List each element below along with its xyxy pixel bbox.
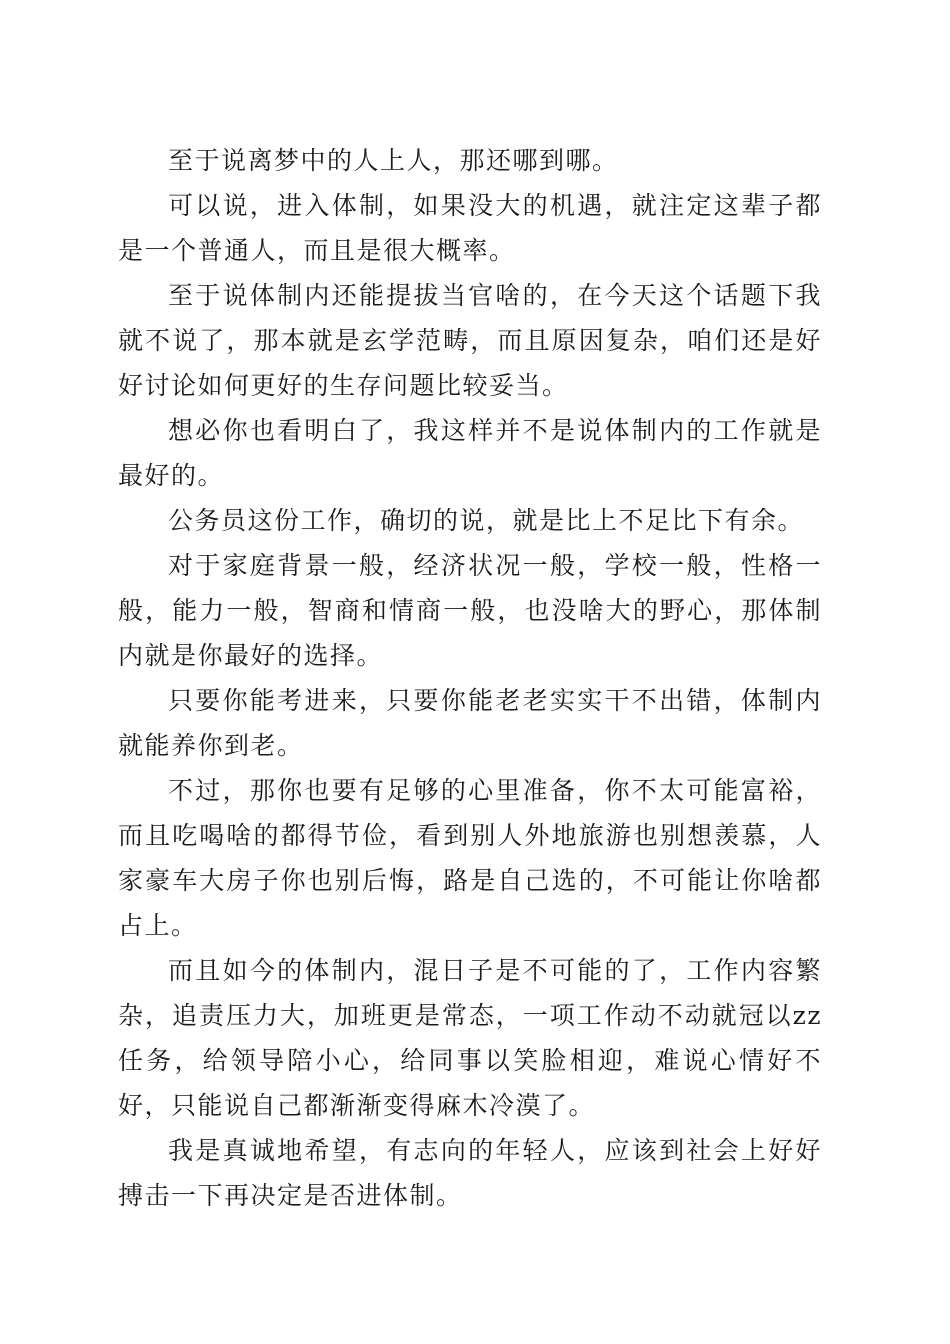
paragraph-4: 想必你也看明白了，我这样并不是说体制内的工作就是最好的。 xyxy=(118,416,822,490)
paragraph-8: 不过，那你也要有足够的心里准备，你不太可能富裕，而且吃喝啥的都得节俭，看到别人外地旅游也别想羡慕，人家豪车大房子你也别后悔，路是自己选的，不可能让你啥都占上。 xyxy=(118,776,822,940)
paragraph-1: 至于说离梦中的人上人，那还哪到哪。 xyxy=(168,146,619,175)
document-body xyxy=(118,138,822,1218)
paragraph-9: 而且如今的体制内，混日子是不可能的了，工作内容繁杂，追责压力大，加班更是常态，一项工作动不动就冠以zz任务，给领导陪小心，给同事以笑脸相迎，难说心情好不好，只能说自己都渐渐变得麻木冷漠了。 xyxy=(118,956,822,1120)
paragraph-5: 公务员这份工作，确切的说，就是比上不足比下有余。 xyxy=(168,506,805,535)
paragraph-7: 只要你能考进来，只要你能老老实实干不出错，体制内就能养你到老。 xyxy=(118,686,822,760)
paragraph-3: 至于说体制内还能提拔当官啥的，在今天这个话题下我就不说了，那本就是玄学范畴，而且原因复杂，咱们还是好好讨论如何更好的生存问题比较妥当。 xyxy=(118,281,822,400)
paragraph-10: 我是真诚地希望，有志向的年轻人，应该到社会上好好搏击一下再决定是否进体制。 xyxy=(118,1136,822,1210)
paragraph-6: 对于家庭背景一般，经济状况一般，学校一般，性格一般，能力一般，智商和情商一般，也没啥大的野心，那体制内就是你最好的选择。 xyxy=(118,551,822,670)
paragraph-2: 可以说，进入体制，如果没大的机遇，就注定这辈子都是一个普通人，而且是很大概率。 xyxy=(118,191,822,265)
